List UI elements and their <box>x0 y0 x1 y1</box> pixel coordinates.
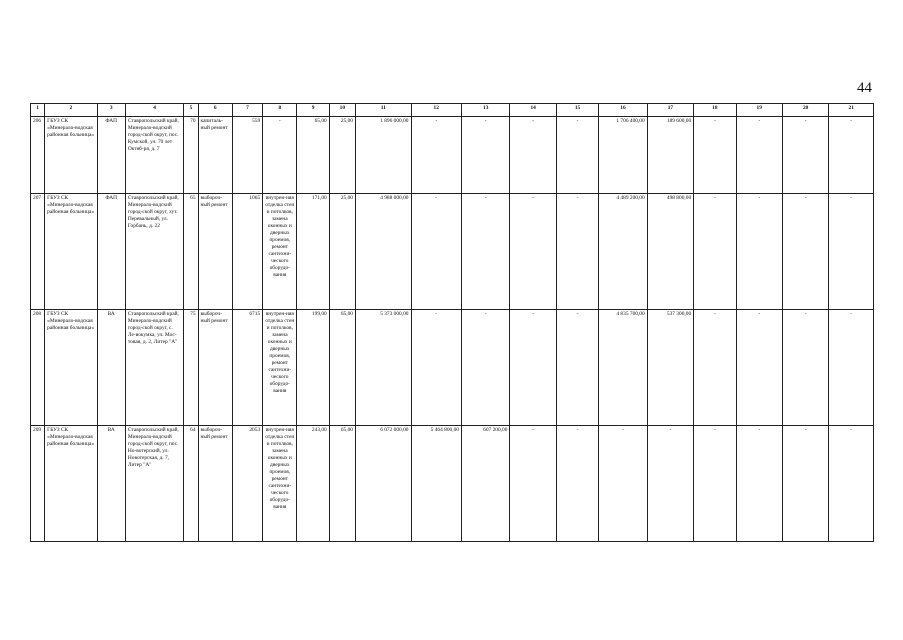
column-header: 3 <box>97 104 125 117</box>
column-number-row <box>31 104 874 117</box>
table-row <box>31 117 874 194</box>
table-cell: - <box>556 310 598 426</box>
table-cell: - <box>782 426 828 542</box>
row-number-cell: 207 <box>31 194 45 310</box>
column-header: 8 <box>263 104 297 117</box>
table-cell: 1 706 400,00 <box>599 117 647 194</box>
table-cell: - <box>736 194 782 310</box>
table-cell: - <box>411 194 461 310</box>
table-cell: - <box>694 194 736 310</box>
table-cell: 75 <box>184 310 198 426</box>
table-cell: 4 489 200,00 <box>599 194 647 310</box>
table-cell: - <box>829 117 874 194</box>
table-cell: - <box>829 426 874 542</box>
institution-cell: ГБУЗ СК «Минерало-водская районная больница» <box>45 426 97 542</box>
table-cell: 25,00 <box>329 117 355 194</box>
table-cell: - <box>782 194 828 310</box>
column-header: 1 <box>31 104 45 117</box>
table-cell: 171,00 <box>297 194 329 310</box>
works-cell: внутрен-няя отделка стен и потолков, замена оконных и дверных проемов, ремонт сантехни-ческого оборудо-вания <box>263 426 297 542</box>
table-cell: - <box>461 117 509 194</box>
table-cell: - <box>510 426 556 542</box>
table-cell: 199,00 <box>297 310 329 426</box>
column-header: 5 <box>184 104 198 117</box>
table-cell: - <box>556 194 598 310</box>
table-cell: - <box>461 310 509 426</box>
repair-type-cell: выбороч-ный ремонт <box>198 194 232 310</box>
institution-cell: ГБУЗ СК «Минерало-водская районная больница» <box>45 117 97 194</box>
table-cell: - <box>829 194 874 310</box>
table-cell: 537 300,00 <box>647 310 693 426</box>
table-cell: - <box>829 310 874 426</box>
table-cell: 2053 <box>232 426 262 542</box>
table-cell: 64 <box>184 426 198 542</box>
registry-table <box>30 103 874 542</box>
table-cell: 559 <box>232 117 262 194</box>
table-cell: - <box>556 426 598 542</box>
column-header: 10 <box>329 104 355 117</box>
table-cell: - <box>411 310 461 426</box>
table-cell: 6715 <box>232 310 262 426</box>
column-header: 9 <box>297 104 329 117</box>
table-cell: 65,00 <box>297 117 329 194</box>
column-header: 14 <box>510 104 556 117</box>
table-cell: 607 200,00 <box>461 426 509 542</box>
address-cell: Ставропольский край, Минерало-водский город-ской округ, пос. Но-вотерский, ул. Новотерская, д. 7, Литер "А" <box>125 426 184 542</box>
column-header: 13 <box>461 104 509 117</box>
address-cell: Ставропольский край, Минерало-водский город-ской округ, с. Ле-вокумка, ул. Мос-товая, д. 2, Литер "А" <box>125 310 184 426</box>
table-cell: 5 373 000,00 <box>355 310 411 426</box>
row-number-cell: 206 <box>31 117 45 194</box>
table-cell: - <box>411 117 461 194</box>
column-header: 12 <box>411 104 461 117</box>
column-header: 2 <box>45 104 97 117</box>
table-cell: - <box>510 310 556 426</box>
table-cell: 70 <box>184 117 198 194</box>
table-cell: 5 464 800,00 <box>411 426 461 542</box>
table-cell: - <box>736 310 782 426</box>
table-cell: - <box>510 117 556 194</box>
column-header: 20 <box>782 104 828 117</box>
table-cell: 243,00 <box>297 426 329 542</box>
table-cell: - <box>556 117 598 194</box>
column-header: 15 <box>556 104 598 117</box>
table-cell: - <box>461 194 509 310</box>
institution-cell: ГБУЗ СК «Минерало-водская районная больница» <box>45 194 97 310</box>
address-cell: Ставропольский край, Минерало-водский город-ской округ, пос. Кумской, ул. 70 лет Октяб-ря, д. 7 <box>125 117 184 194</box>
column-header: 21 <box>829 104 874 117</box>
table-cell: 65 <box>184 194 198 310</box>
column-header: 6 <box>198 104 232 117</box>
row-number-cell: 208 <box>31 310 45 426</box>
table-cell: 1 896 000,00 <box>355 117 411 194</box>
repair-type-cell: выбороч-ный ремонт <box>198 426 232 542</box>
table-cell: 4 835 700,00 <box>599 310 647 426</box>
column-header: 11 <box>355 104 411 117</box>
repair-type-cell: выбороч-ный ремонт <box>198 310 232 426</box>
table-cell: - <box>736 117 782 194</box>
table-cell: - <box>510 194 556 310</box>
column-header: 18 <box>694 104 736 117</box>
table-cell: 1065 <box>232 194 262 310</box>
facility-type-cell: ФАП <box>97 194 125 310</box>
row-number-cell: 209 <box>31 426 45 542</box>
table-row <box>31 426 874 542</box>
repair-type-cell: капиталь-ный ремонт <box>198 117 232 194</box>
table-cell: - <box>694 426 736 542</box>
table-cell: 25,00 <box>329 194 355 310</box>
table-cell: 498 800,00 <box>647 194 693 310</box>
column-header: 19 <box>736 104 782 117</box>
column-header: 16 <box>599 104 647 117</box>
table-cell: 189 600,00 <box>647 117 693 194</box>
works-cell: внутрен-няя отделка стен и потолков, замена оконных и дверных проемов, ремонт сантехни-ческого оборудо-вания <box>263 194 297 310</box>
table-cell: 6 072 000,00 <box>355 426 411 542</box>
page-number: 44 <box>857 80 872 96</box>
table-cell: - <box>736 426 782 542</box>
table-cell: - <box>694 310 736 426</box>
table-cell: - <box>599 426 647 542</box>
table-cell: - <box>694 117 736 194</box>
table-cell: - <box>782 117 828 194</box>
table-cell: 65,00 <box>329 310 355 426</box>
address-cell: Ставропольский край, Минерало-водский город-ской округ, хут. Перевальный, ул. Горбань, д. 22 <box>125 194 184 310</box>
table-row <box>31 194 874 310</box>
table-cell: - <box>782 310 828 426</box>
column-header: 7 <box>232 104 262 117</box>
facility-type-cell: ФАП <box>97 117 125 194</box>
table-cell: 65,00 <box>329 426 355 542</box>
table-cell: - <box>647 426 693 542</box>
column-header: 17 <box>647 104 693 117</box>
facility-type-cell: ВА <box>97 426 125 542</box>
works-cell: внутрен-няя отделка стен и потолков, замена оконных и дверных проемов, ремонт сантехни-ческого оборудо-вания <box>263 310 297 426</box>
works-cell: - <box>263 117 297 194</box>
table-cell: 4 988 000,00 <box>355 194 411 310</box>
table-row <box>31 310 874 426</box>
column-header: 4 <box>125 104 184 117</box>
facility-type-cell: ВА <box>97 310 125 426</box>
institution-cell: ГБУЗ СК «Минерало-водская районная больница» <box>45 310 97 426</box>
